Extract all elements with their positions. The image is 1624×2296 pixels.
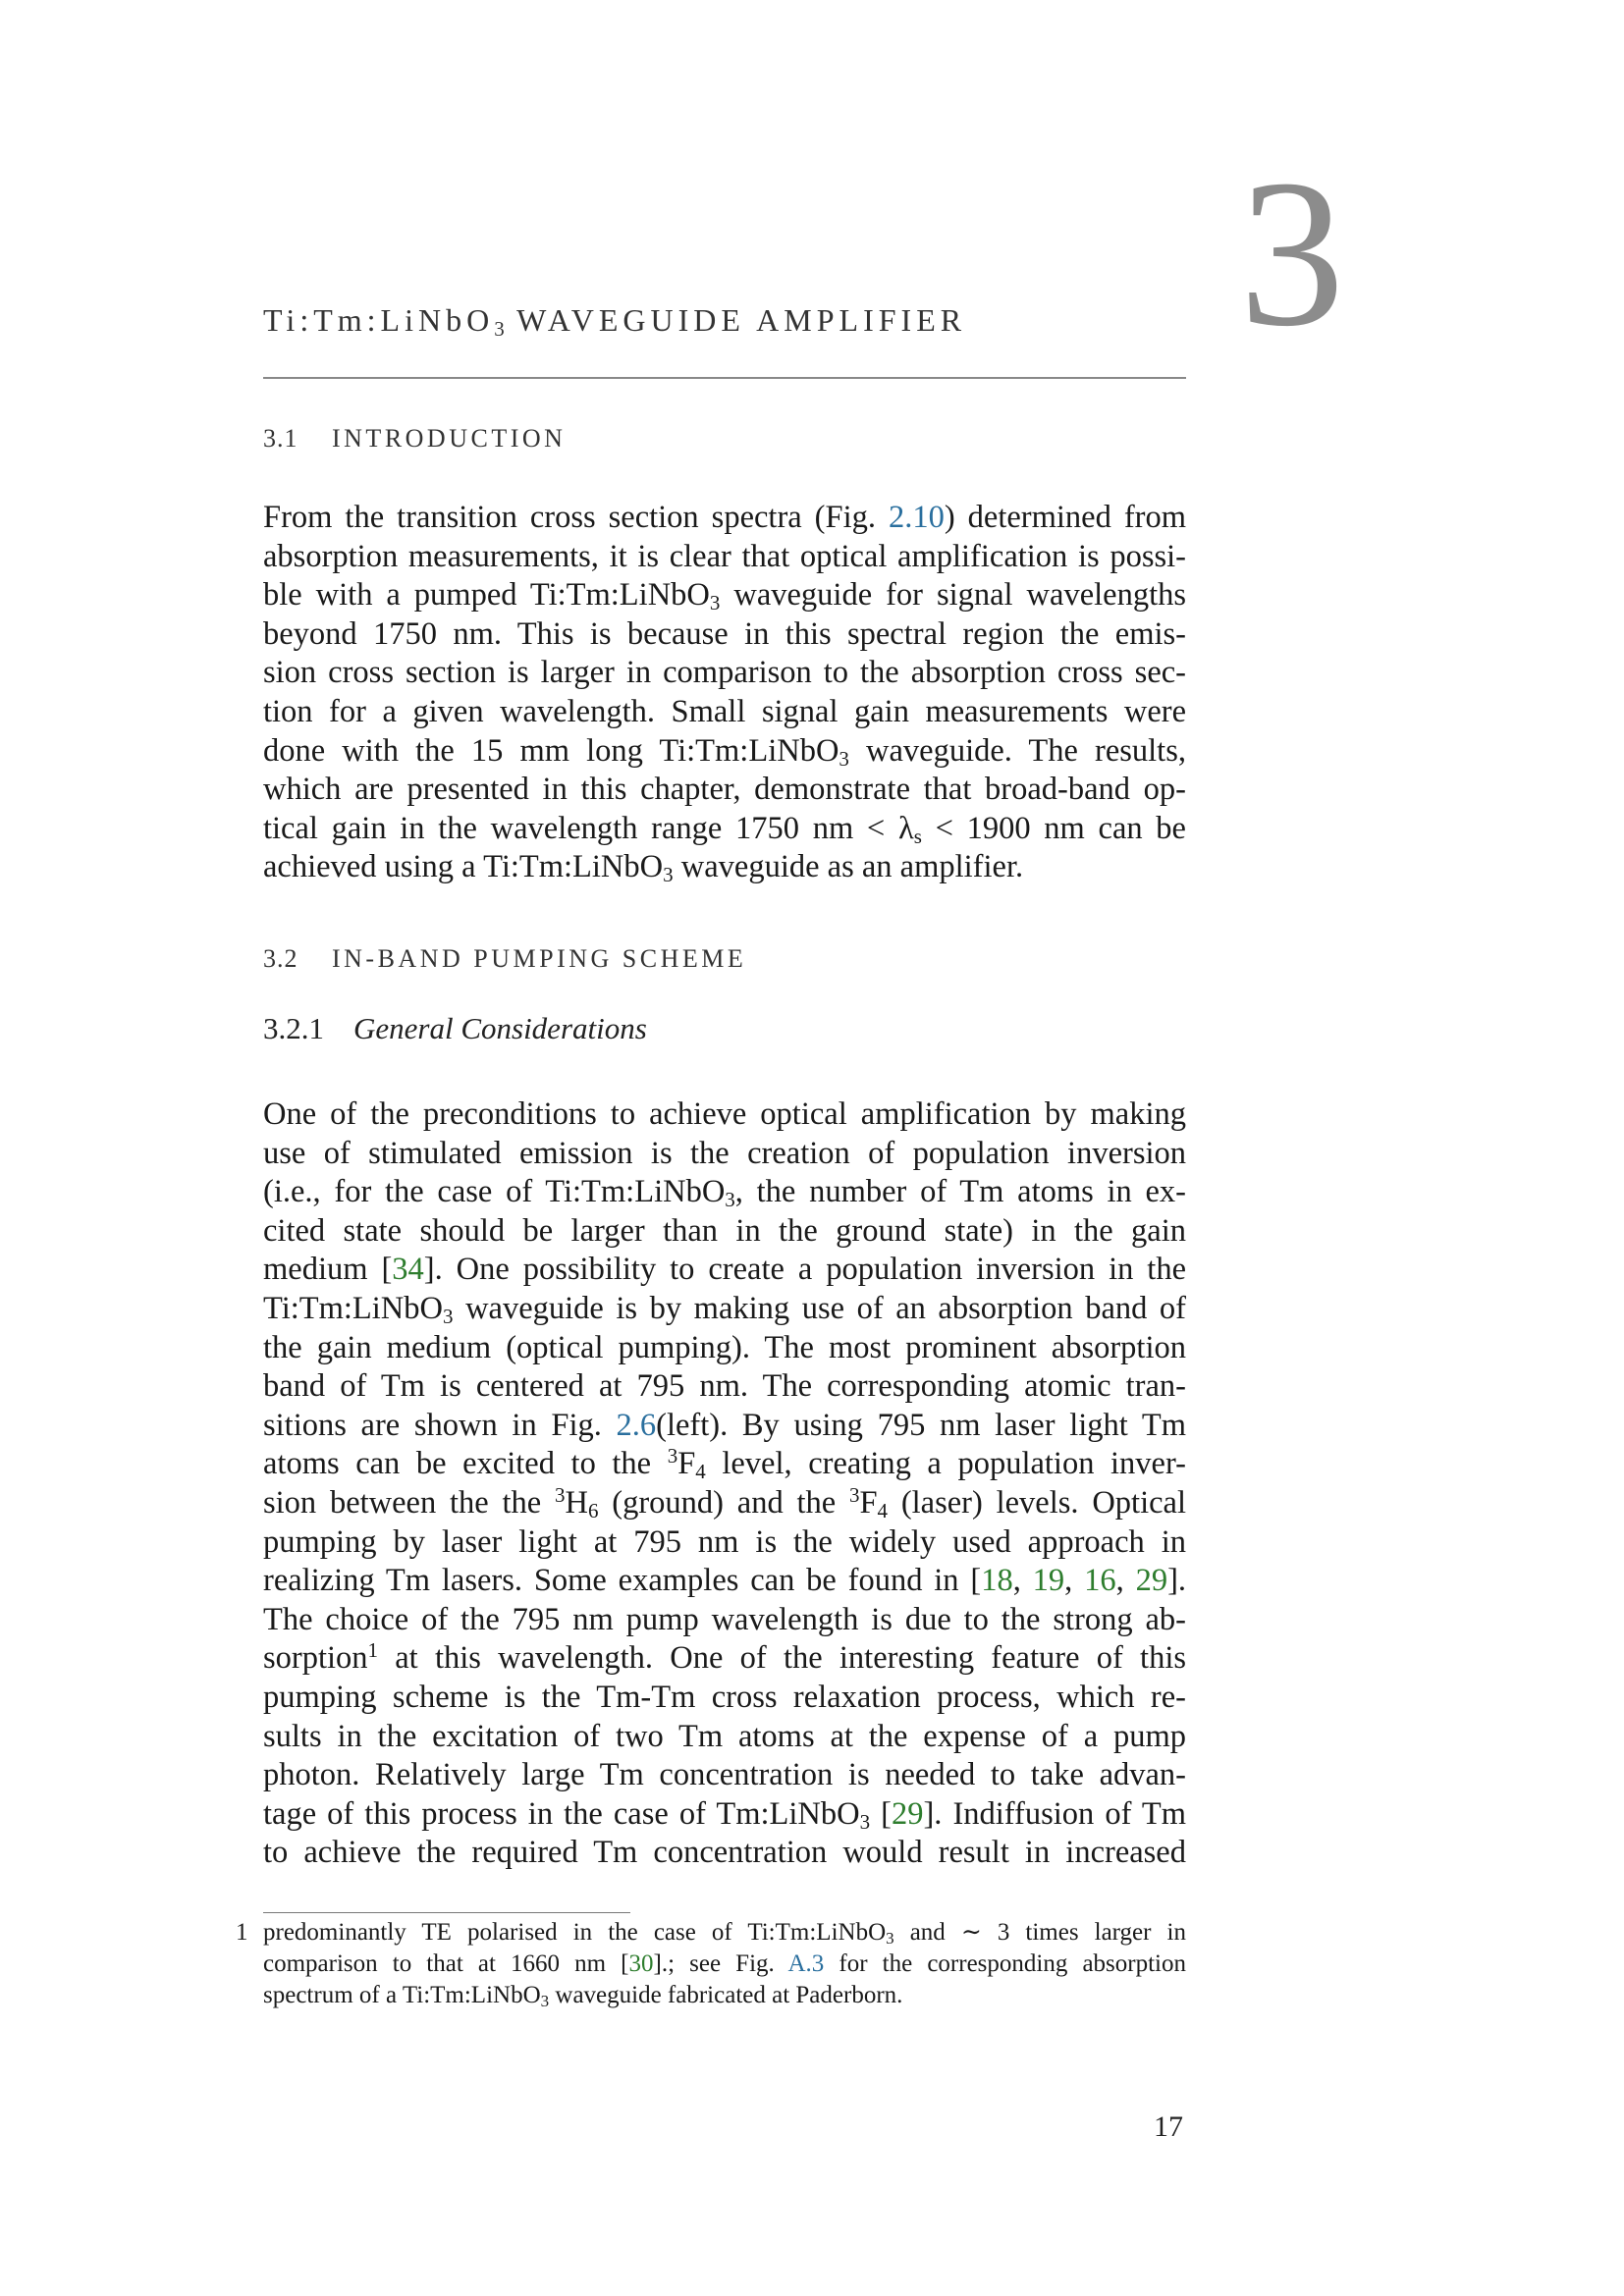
citation-29[interactable]: 29 [1135,1563,1168,1599]
citation-30[interactable]: 30 [628,1950,654,1977]
figure-ref-2-6[interactable]: 2.6 [616,1407,657,1443]
citation-19[interactable]: 19 [1032,1563,1065,1599]
section-heading-in-band-pumping: 3.2 IN-BAND PUMPING SCHEME [263,944,747,973]
footnote: 1 predominantly TE polarised in the case of Ti:Tm:LiNbO$_3$ and ∼ 3 times larger in comparison to that at 1660 nm [30].; see Fig. A.3 for the corresponding absorption spectrum of a Ti:Tm:LiNbO$_3$ waveguide fabricated at Paderborn. [236,1919,1186,2010]
intro-paragraph: From the transition cross section spectra (Fig. 2.10) determined from absorption measurements, it is clear that optical amplification is possi- ble with a pumped Ti:Tm:LiNbO$_3$ waveguide for signal wavelengths beyond 1750 nm. This is because in this spectral region the emis- sion cross section is larger in comparison to the absorption cross sec- tion for a given wavelength. Small signal gain measurements were done with the 15 mm long Ti:Tm:LiNbO$_3$ waveguide. The results, which are presented in this chapter, demonstrate that broad-band op- tical gain in the wavelength range 1750 nm < $\lambda_s < 1900$ nm can be achieved using a Ti:Tm:LiNbO$_3$ waveguide as an amplifier. [263,500,1186,887]
citation-16[interactable]: 16 [1084,1563,1116,1599]
citation-34[interactable]: 34 [392,1252,424,1288]
chapter-title: Ti:Tm:LiNbO$_3$ WAVEGUIDE AMPLIFIER [263,302,967,341]
footnote-rule [263,1912,630,1913]
citation-18[interactable]: 18 [981,1563,1013,1599]
footnote-marker[interactable]: 1 [367,1638,379,1663]
title-rule [263,377,1186,379]
citation-29[interactable]: 29 [891,1795,924,1832]
footnote-number: 1 [236,1919,248,1946]
page-number: 17 [1154,2110,1183,2143]
section-heading-introduction: 3.1 INTRODUCTION [263,424,567,453]
chapter-number: 3 [1239,135,1345,370]
subsection-heading-general-considerations: 3.2.1 General Considerations [263,1011,647,1045]
figure-ref-2-10[interactable]: 2.10 [888,500,945,535]
general-considerations-paragraph: One of the preconditions to achieve optical amplification by making use of stimulated emission is the creation of population inversion (i.e., for the case of Ti:Tm:LiNbO$_3$, the number of Tm atoms in ex- cited state should be larger than in the ground state) in the gain medium [34]. One possibility to create a population inversion in the Ti:Tm:LiNbO$_3$ waveguide is by making use of an absorption band of the gain medium (optical pumping). The most prominent absorption band of Tm is centered at 795 nm. The corresponding atomic tran- sitions are shown in Fig. 2.6(left). By using 795 nm laser light Tm atoms can be excited to the $^3F_4$ level, creating a population inver- sion between the the $^3H_6$ (ground) and the $^3F_4$ (laser) levels. Optical pumping by laser light at 795 nm is the widely used approach in realizing Tm lasers. Some examples can be found in [18, 19, 16, 29]. The choice of the 795 nm pump wavelength is due to the strong ab- sorption$^1$ at this wavelength. One of the interesting feature of this pumping scheme is the Tm-Tm cross relaxation process, which re- sults in the excitation of two Tm atoms at the expense of a pump photon. Relatively large Tm concentration is needed to take advan- tage of this process in the case of Tm:LiNbO$_3$ [29]. Indiffusion of Tm to achieve the required Tm concentration would result in increased [263,1096,1187,1871]
figure-ref-a-3[interactable]: A.3 [787,1950,825,1977]
